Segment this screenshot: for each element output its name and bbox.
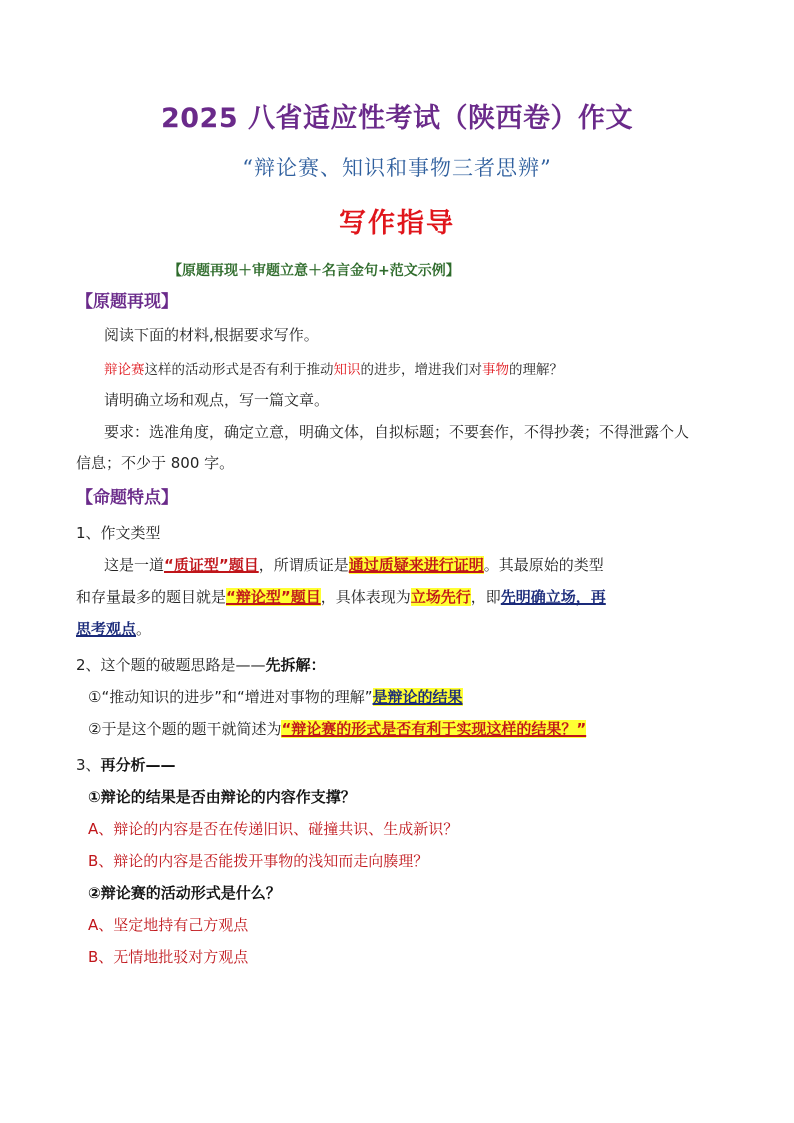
text: 。其最原始的类型 (483, 556, 604, 574)
section-heading-features: 【命题特点】 (76, 488, 178, 508)
requirements-line-2: 信息；不少于 800 字。 (76, 454, 235, 472)
text: 再分析—— (100, 756, 176, 774)
highlight-type: “质证型”题目 (164, 556, 259, 574)
text: ②于是这个题的题干就简述为 (88, 720, 282, 738)
paragraph-line-2 (76, 586, 606, 607)
text: ①“推动知识的进步”和“增进对事物的理解” (88, 688, 373, 706)
instruction-line: 阅读下面的材料,根据要求写作。 (104, 326, 319, 344)
question-1-option-b: B、辩论的内容是否能拨开事物的浅知而走向腠理？ (88, 852, 429, 870)
question-line (104, 358, 563, 378)
question-1: ①辩论的结果是否由辩论的内容作支撑？ (88, 788, 356, 806)
item-1-title: 1、作文类型 (76, 524, 161, 542)
text: ，即 (470, 588, 501, 606)
highlight-think: 思考观点 (76, 620, 137, 638)
question-text-2: 的进步，增进我们对 (360, 362, 482, 378)
question-2-option-b: B、无情地批驳对方观点 (88, 948, 249, 966)
keyword-knowledge: 知识 (333, 362, 361, 378)
circle-item-2 (88, 718, 586, 739)
text: 3、 (76, 756, 101, 774)
item-2-title (76, 654, 326, 675)
highlight-definition: 通过质疑来进行证明 (348, 556, 484, 574)
text: 2、这个题的破题思路是—— (76, 656, 266, 674)
highlight-debate-type: “辩论型”题目 (226, 588, 321, 606)
highlight-stance-first: 立场先行 (410, 588, 471, 606)
stance-line: 请明确立场和观点，写一篇文章。 (104, 391, 330, 409)
highlight-result: 是辩论的结果 (372, 688, 463, 706)
question-text-3: 的理解？ (509, 362, 563, 378)
text: 和存量最多的题目就是 (76, 588, 227, 606)
text: ，所谓质证是 (258, 556, 349, 574)
paragraph-line-1 (104, 554, 604, 575)
page-subtitle: “辩论赛、知识和事物三者思辨” (242, 156, 552, 180)
item-3-title (76, 754, 176, 775)
section-heading-original: 【原题再现】 (76, 292, 178, 312)
guide-heading: 写作指导 (339, 208, 455, 239)
contents-line: 【原题再现＋审题立意＋名言金句+范文示例】 (168, 263, 460, 279)
text: 这是一道 (104, 556, 165, 574)
highlight-simplified: “辩论赛的形式是否有利于实现这样的结果？” (281, 720, 587, 738)
text: 先拆解： (265, 656, 326, 674)
question-text-1: 这样的活动形式是否有利于推动 (144, 362, 334, 378)
keyword-debate: 辩论赛 (104, 362, 145, 378)
paragraph-line-3 (76, 618, 151, 639)
question-1-option-a: A、辩论的内容是否在传递旧识、碰撞共识、生成新识？ (88, 820, 459, 838)
circle-item-1 (88, 686, 463, 707)
text: ，具体表现为 (320, 588, 411, 606)
text: 。 (136, 620, 152, 638)
keyword-things: 事物 (482, 362, 509, 378)
highlight-clarify: 先明确立场，再 (500, 588, 606, 606)
question-2-option-a: A、坚定地持有己方观点 (88, 916, 249, 934)
requirements-line-1: 要求：选准角度，确定立意，明确文体，自拟标题；不要套作，不得抄袭；不得泄露个人 (104, 423, 690, 441)
question-2: ②辩论赛的活动形式是什么？ (88, 884, 281, 902)
page-title: 2025 八省适应性考试（陕西卷）作文 (160, 103, 634, 134)
